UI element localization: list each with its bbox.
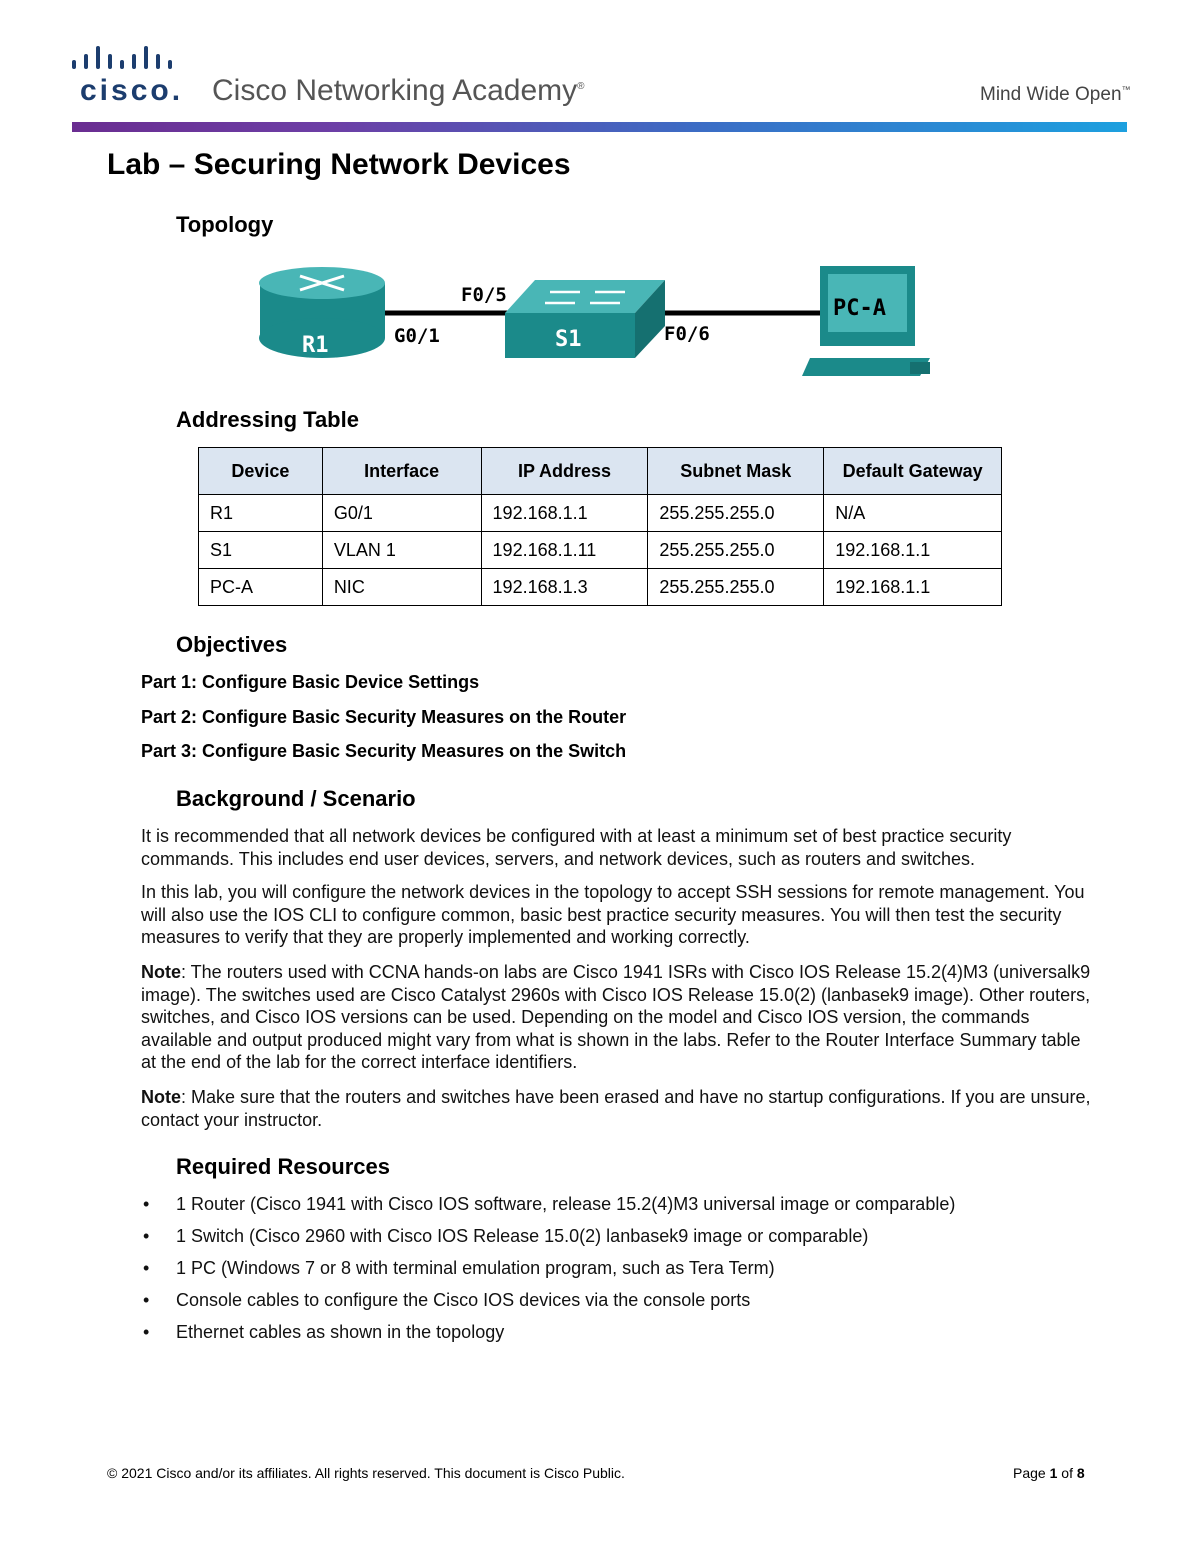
table-cell: 192.168.1.1 — [481, 495, 648, 532]
objectives-heading: Objectives — [176, 632, 288, 657]
addressing-table — [198, 447, 1002, 606]
table-header-row — [199, 448, 1002, 495]
cisco-logo-bars-icon — [72, 46, 182, 74]
background-paragraph-1: It is recommended that all network devices be configured with at least a minimum set of best practice security commands. This includes end user devices, servers, and network devices, such as routers and switches. — [141, 826, 1012, 869]
table-cell: 192.168.1.1 — [824, 532, 1002, 569]
table-cell: 255.255.255.0 — [648, 569, 824, 606]
header-gradient-bar — [72, 122, 1127, 132]
table-cell: S1 — [199, 532, 323, 569]
cisco-wordmark: cisco. — [80, 74, 184, 107]
topology-heading: Topology — [176, 212, 274, 237]
table-row — [199, 532, 1002, 569]
note-label: Note — [141, 962, 181, 982]
bullet-icon: • — [143, 1226, 150, 1246]
table-cell: NIC — [322, 569, 481, 606]
addressing-table-heading: Addressing Table — [176, 407, 359, 432]
bullet-icon: • — [143, 1258, 150, 1278]
column-header: Subnet Mask — [648, 448, 824, 495]
switch-port-router-label: F0/5 — [461, 284, 507, 306]
table-row — [199, 495, 1002, 532]
footer-copyright: © 2021 Cisco and/or its affiliates. All rights reserved. This document is Cisco Public. — [107, 1465, 625, 1481]
pc-label: PC-A — [833, 296, 886, 321]
table-cell: 192.168.1.3 — [481, 569, 648, 606]
background-heading: Background / Scenario — [176, 786, 416, 811]
table-row — [199, 569, 1002, 606]
document-title: Lab – Securing Network Devices — [107, 148, 571, 181]
tagline: Mind Wide Open™ — [980, 84, 1131, 105]
list-item: • Console cables to configure the Cisco IOS devices via the console ports — [141, 1286, 1096, 1318]
pc-icon — [802, 266, 930, 376]
switch-icon — [505, 280, 665, 358]
bullet-icon: • — [143, 1322, 150, 1342]
bullet-icon: • — [143, 1290, 150, 1310]
column-header: Default Gateway — [824, 448, 1002, 495]
objective-part-1: Part 1: Configure Basic Device Settings — [141, 672, 480, 692]
objective-part-3: Part 3: Configure Basic Security Measures on the Switch — [141, 741, 627, 761]
table-cell: N/A — [824, 495, 1002, 532]
table-cell: PC-A — [199, 569, 323, 606]
table-cell: R1 — [199, 495, 323, 532]
list-item: • 1 PC (Windows 7 or 8 with terminal emulation program, such as Tera Term) — [141, 1254, 1096, 1286]
objective-part-2: Part 2: Configure Basic Security Measures on the Router — [141, 707, 627, 727]
list-item: • 1 Router (Cisco 1941 with Cisco IOS software, release 15.2(4)M3 universal image or comparable) — [141, 1190, 1096, 1222]
column-header: Device — [199, 448, 323, 495]
switch-port-pc-label: F0/6 — [664, 323, 710, 345]
table-cell: 192.168.1.11 — [481, 532, 648, 569]
list-item: • 1 Switch (Cisco 2960 with Cisco IOS Release 15.0(2) lanbasek9 image or comparable) — [141, 1222, 1096, 1254]
table-cell: G0/1 — [322, 495, 481, 532]
table-cell: 192.168.1.1 — [824, 569, 1002, 606]
table-cell: 255.255.255.0 — [648, 495, 824, 532]
note-paragraph-1: Note: The routers used with CCNA hands-on labs are Cisco 1941 ISRs with Cisco IOS Release 15.2(4)M3 (universalk9 image). The switches used are Cisco Catalyst 2960s with Cisco IOS Release 15.0(2) (lanbasek9 image). Other routers, switches, and Cisco IOS versions can be used. Depending on the model and Cisco IOS version, the commands available and output produced might vary from what is shown in the labs. Refer to the Router Interface Summary table at the end of the lab for the correct interface identifiers. — [141, 962, 1091, 1072]
switch-label: S1 — [555, 327, 582, 352]
column-header: IP Address — [481, 448, 648, 495]
resources-heading: Required Resources — [176, 1154, 390, 1179]
resources-list — [141, 1190, 1096, 1350]
bullet-icon: • — [143, 1194, 150, 1214]
page-indicator: Page 1 of 8 — [1013, 1465, 1085, 1481]
router-port-label: G0/1 — [394, 325, 440, 347]
table-cell: 255.255.255.0 — [648, 532, 824, 569]
page-header — [0, 0, 1200, 140]
academy-name: Cisco Networking Academy® — [212, 74, 585, 107]
router-icon — [259, 267, 385, 358]
note-paragraph-2: Note: Make sure that the routers and switches have been erased and have no startup configurations. If you are unsure, contact your instructor. — [141, 1087, 1091, 1130]
column-header: Interface — [322, 448, 481, 495]
note-label: Note — [141, 1087, 181, 1107]
topology-diagram — [250, 258, 950, 388]
background-paragraph-2: In this lab, you will configure the network devices in the topology to accept SSH sessions for remote management. You will also use the IOS CLI to configure common, basic best practice security measures. You will then test the security measures to verify that they are properly implemented and working correctly. — [141, 882, 1085, 947]
table-cell: VLAN 1 — [322, 532, 481, 569]
list-item: • Ethernet cables as shown in the topology — [141, 1318, 1096, 1350]
router-label: R1 — [302, 333, 329, 358]
